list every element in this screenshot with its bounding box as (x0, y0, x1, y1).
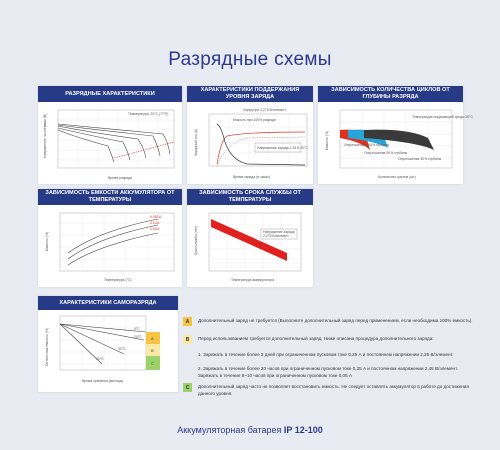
capacity-xlabel: Температура (°С) (104, 278, 132, 282)
card-self-discharge-header: ХАРАКТЕРИСТИКИ САМОРАЗРЯДА (38, 296, 178, 310)
capacity-label-3: 0.5CA (150, 227, 160, 231)
legend-text-b1: 1. Заряжать в течение более 3 дней при ограниченном пусковом токе 0,25 А и постоянном напряжении 2,25 В/элемент. (198, 352, 454, 357)
legend-row-b1 (198, 351, 483, 358)
zone-c-label: C (151, 361, 154, 366)
legend-text-c: Дополнительный заряд часто не позволяет восстановить емкость. Не следует оставлять аккумулятор в работе до достижения данного уровня. (198, 384, 469, 397)
page-title: Разрядные схемы (168, 49, 332, 70)
cycles-note: Температура окружающей среды 20°С (412, 115, 473, 119)
legend-badge-b: B (183, 335, 192, 344)
float-note-1: Заряд при 2,275 В/элемент (243, 108, 286, 112)
cycles-xlabel: Количество циклов (шт) (378, 175, 416, 179)
float-ylabel: Зарядный ток (А) (194, 128, 198, 156)
cycles-chart (318, 102, 473, 184)
capacity-label-2: 0.1CA (150, 221, 160, 225)
temp-label-30: 30°С (118, 347, 126, 351)
card-cycles (318, 86, 473, 184)
legend-text-b2: 2. Заряжать в течение более 20 часов при ограниченном пусковом токе 0,25 А и постоянном напряжении 2,45 В/элемент. Заряжать в течение 8~10 часов при ограниченном пусковом токе 0,05 А (198, 366, 458, 379)
capacity-ylabel: Емкость (%) (45, 231, 49, 251)
lifetime-note-1: Напряжение заряда (263, 230, 295, 234)
card-self-discharge (38, 296, 178, 392)
legend-text-b: Перед использованием требуется дополнительный заряд. Ниже описана процедура дополнительного заряда: (198, 336, 434, 341)
cycles-legend-30: Опустошение 30% глубины (398, 157, 442, 161)
lifetime-xlabel: Температура аккумулятора (231, 278, 275, 282)
self-discharge-ylabel: Остаточная емкость (%) (45, 327, 49, 366)
lifetime-ylabel: Срок службы (лет) (194, 225, 198, 255)
self-discharge-chart (38, 310, 178, 392)
card-lifetime-header: ЗАВИСИМОСТЬ СРОКА СЛУЖБЫ ОТ ТЕМПЕРАТУРЫ (187, 189, 313, 205)
cycles-legend-100: Опустошение 100% глубины (344, 143, 390, 147)
card-capacity-temp (38, 189, 182, 287)
cycles-legend-50: Опустошение 50% глубины (364, 151, 408, 155)
zone-b-label: B (151, 348, 154, 353)
card-lifetime (187, 189, 313, 287)
card-discharge-header: РАЗРЯДНЫЕ ХАРАКТЕРИСТИКИ (38, 86, 182, 102)
legend-row-b (183, 335, 483, 344)
float-note-3: Напряжение заряда 2,25 В 20°С (257, 146, 308, 150)
page-footer (0, 425, 500, 435)
temp-label-20: 20°С (134, 335, 142, 339)
capacity-temp-chart (38, 205, 182, 287)
card-capacity-temp-header: ЗАВИСИМОСТЬ ЕМКОСТИ АККУМУЛЯТОРА ОТ ТЕМПЕРАТУРЫ (38, 189, 182, 205)
float-note-2: Емкость при 100% разряде (233, 118, 276, 122)
card-discharge (38, 86, 182, 184)
cycles-ylabel: Емкость (%) (325, 130, 329, 150)
discharge-chart (38, 102, 182, 184)
lifetime-chart (187, 205, 313, 287)
float-xlabel: Время заряда (в часах) (233, 175, 271, 179)
discharge-temp-note: Температура: 20°С (77°F) (128, 112, 169, 116)
footer-prefix: Аккумуляторная батарея (177, 425, 284, 435)
zone-a-label: A (151, 336, 154, 341)
legend-badge-c: C (183, 383, 192, 392)
temp-label-0: 0°С (134, 327, 140, 331)
float-charge-chart (187, 102, 313, 184)
legend-row-a (183, 317, 483, 326)
legend-row-b2 (198, 365, 483, 379)
discharge-ylabel: Напряжение на клеммах (В) (43, 113, 47, 158)
legend-row-c (183, 383, 483, 397)
lifetime-note-2: 2,275 В/элемент (263, 234, 289, 238)
card-float-charge-header: ХАРАКТЕРИСТИКИ ПОДДЕРЖАНИЯ УРОВНЯ ЗАРЯДА (187, 86, 313, 102)
card-float-charge (187, 86, 313, 184)
self-discharge-xlabel: Время хранения (месяцы) (82, 379, 124, 383)
capacity-label-1: 0.05CA (150, 215, 162, 219)
footer-model: IP 12-100 (283, 425, 323, 435)
legend-text-a: Дополнительный заряд не требуется (Выполните дополнительный заряд перед применением, если необходима 100% емкость). (198, 318, 473, 323)
legend-badge-a: A (183, 317, 192, 326)
card-cycles-header: ЗАВИСИМОСТЬ КОЛИЧЕСТВА ЦИКЛОВ ОТ ГЛУБИНЫ РАЗРЯДА (318, 86, 463, 102)
discharge-xlabel: Время разряда (108, 176, 132, 180)
temp-label-40: 40°С (96, 357, 104, 361)
